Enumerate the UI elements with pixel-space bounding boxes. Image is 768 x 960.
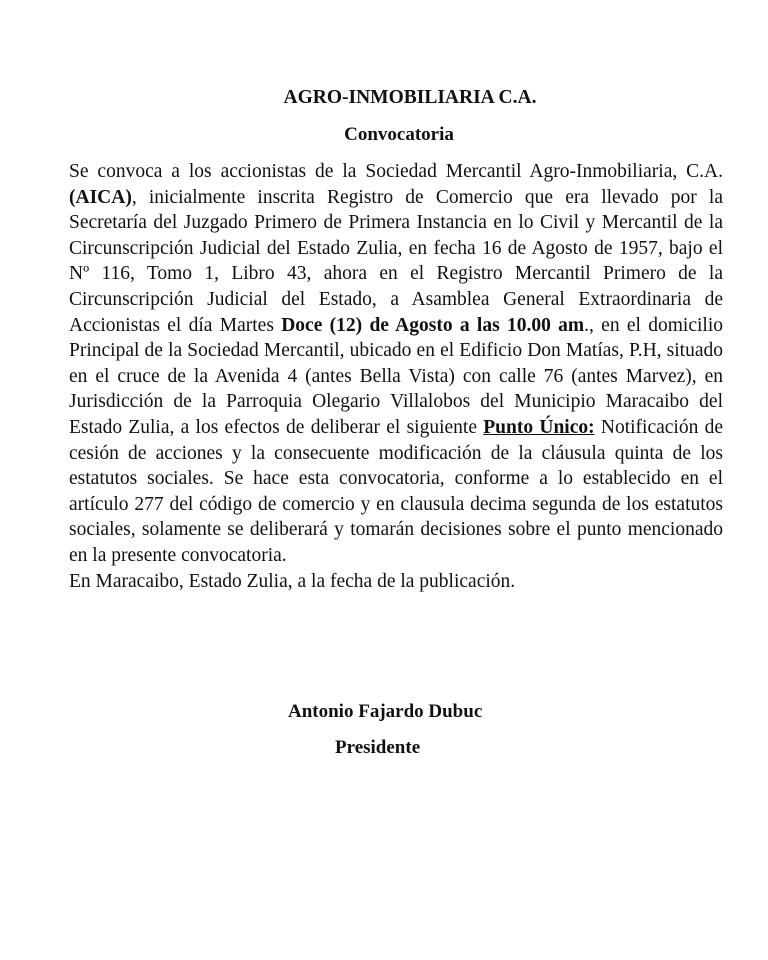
punto-unico-label: Punto Único:	[483, 416, 595, 438]
body-part-1: Se convoca a los accionistas de la Sociedad Mercantil Agro-Inmobiliaria, C.A.	[69, 161, 723, 182]
convocation-paragraph	[69, 159, 723, 569]
document-heading: Convocatoria	[344, 124, 454, 145]
closing-line: En Maracaibo, Estado Zulia, a la fecha de la publicación.	[69, 570, 516, 592]
body-part-2: , inicialmente inscrita Registro de Comercio que era llevado por la Secretaría del Juzgado Primero de Primera Instancia en lo Civil y Mercantil de la Circunscripción Judicial del Estado Zulia, en fecha 16 de Agosto de 1957, bajo el Nº 116, Tomo 1, Libro 43, ahora en el Registro Mercantil Primero de la Circunscripción Judicial del Estado, a Asamblea General Extraordinaria de Accionistas el día Martes	[69, 186, 723, 336]
body-part-3: ., en el domicilio Principal de la Sociedad Mercantil, ubicado en el Edificio Don Matías, P.H, situado en el cruce de la Avenida 4 (antes Bella Vista) con calle 76 (antes Marvez), en Jurisdicción de la Parroquia Olegario Villalobos del Municipio Maracaibo del Estado Zulia, a los efectos de deliberar el siguiente	[69, 314, 723, 438]
company-title: AGRO-INMOBILIARIA C.A.	[283, 87, 537, 108]
meeting-date: Doce (12) de Agosto a las 10.00 am	[281, 314, 585, 336]
body-part-4: Notificación de cesión de acciones y la consecuente modificación de la cláusula quinta de los estatutos sociales. Se hace esta convocatoria, conforme a lo establecido en el artículo 277 del código de comercio y en clausula decima segunda de los estatutos sociales, solamente se deliberará y tomarán decisiones sobre el punto mencionado en la presente convocatoria.	[69, 416, 723, 566]
signer-name: Antonio Fajardo Dubuc	[288, 701, 483, 722]
signer-title: Presidente	[335, 737, 421, 758]
aica-abbreviation: (AICA)	[69, 186, 132, 208]
convocation-body	[69, 159, 723, 594]
